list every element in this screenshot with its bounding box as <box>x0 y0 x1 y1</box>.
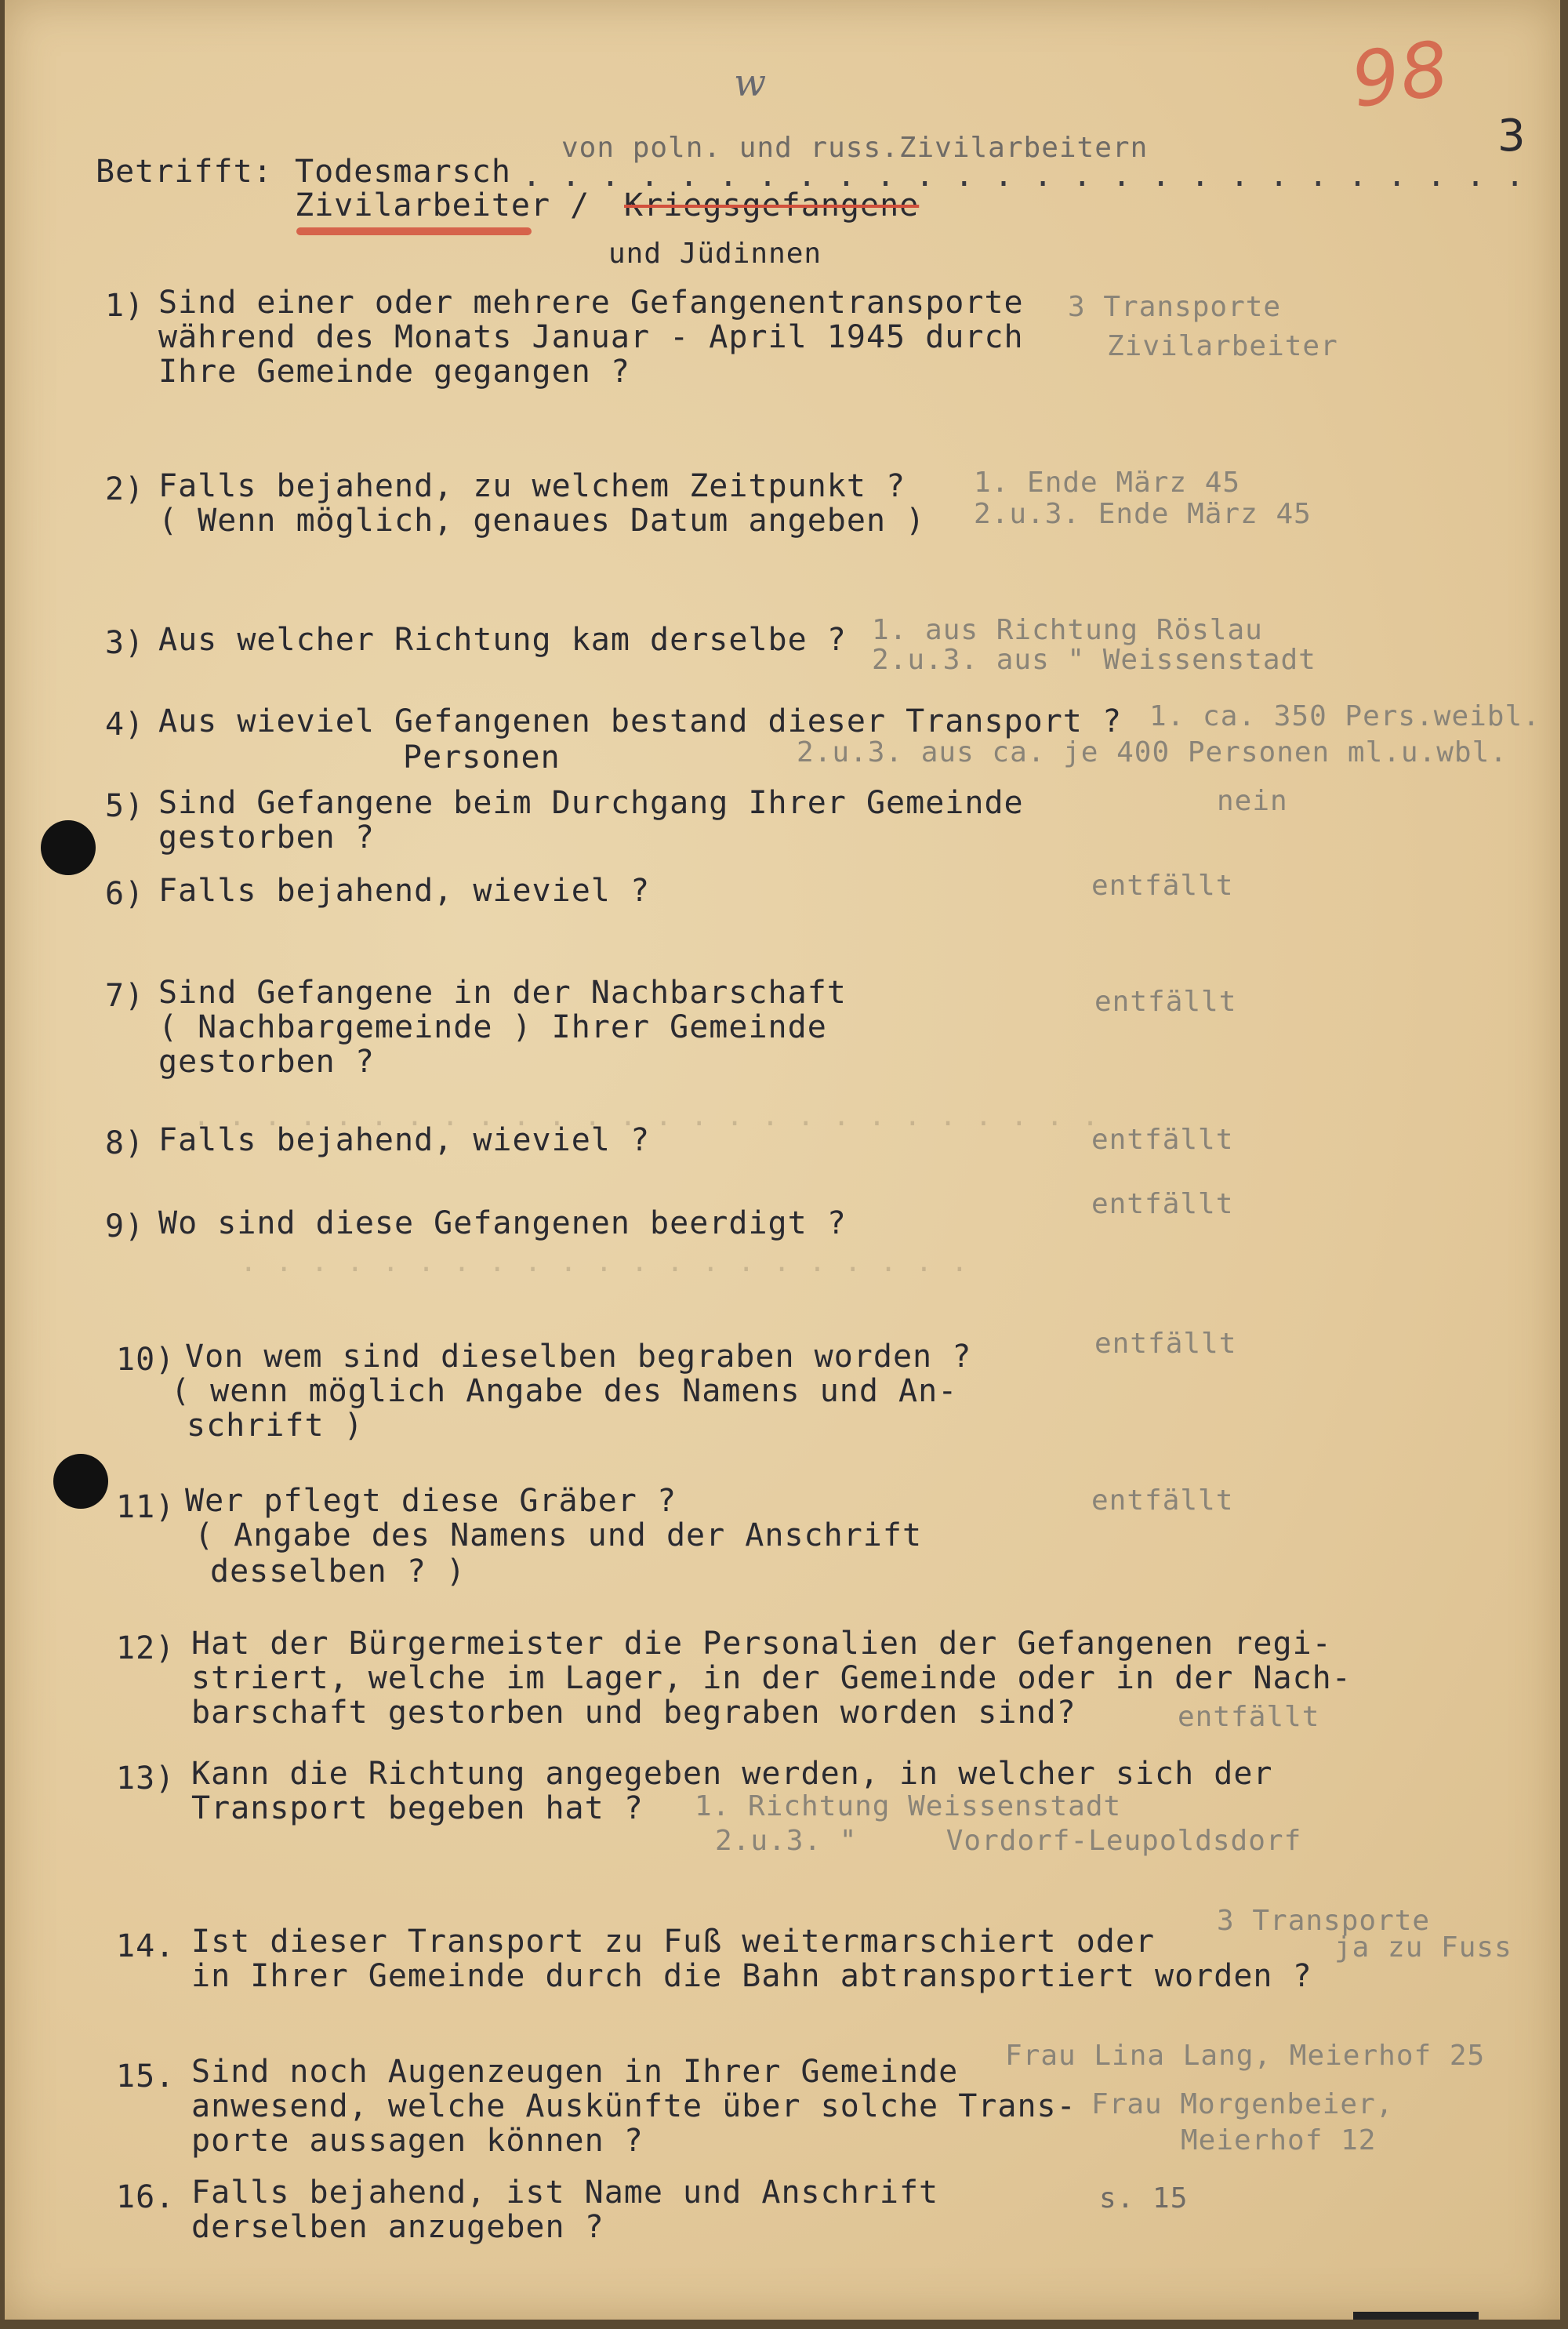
document-page <box>5 0 1560 2320</box>
bottom-edge-mark <box>1353 2312 1479 2320</box>
subject-dots: . . . . . . . . . . . . . . . . . . . . . . . . . . <box>522 158 1526 194</box>
question-line: Falls bejahend, ist Name und Anschrift <box>191 2175 939 2211</box>
page-number: 3 <box>1497 111 1526 162</box>
question-line: Falls bejahend, wieviel ? <box>158 873 651 909</box>
answer-line: ja zu Fuss <box>1334 1931 1512 1964</box>
answer-line: entfällt <box>1178 1701 1320 1733</box>
question-line: ( Wenn möglich, genaues Datum angeben ) <box>158 503 926 539</box>
red-underline <box>296 227 532 235</box>
question-number: 8) <box>105 1125 145 1161</box>
question-line: ( wenn möglich Angabe des Namens und An- <box>171 1373 958 1409</box>
question-number: 2) <box>105 471 145 507</box>
question-line: Sind einer oder mehrere Gefangenentransporte <box>158 285 1024 321</box>
question-line: in Ihrer Gemeinde durch die Bahn abtransportiert worden ? <box>191 1958 1312 1994</box>
question-number: 11) <box>116 1489 176 1525</box>
answer-line: Frau Lina Lang, Meierhof 25 <box>1005 2040 1486 2072</box>
subject-insert: von poln. und russ.Zivilarbeitern <box>561 132 1149 164</box>
question-line: Falls bejahend, zu welchem Zeitpunkt ? <box>158 468 906 504</box>
question-line: Personen <box>403 739 561 776</box>
question-line: ( Angabe des Namens und der Anschrift <box>194 1517 923 1553</box>
question-line: gestorben ? <box>158 1044 375 1080</box>
question-line: Sind Gefangene beim Durchgang Ihrer Gemeinde <box>158 785 1024 821</box>
answer-line: Frau Morgenbeier, <box>1091 2088 1394 2120</box>
question-line: Transport begeben hat ? <box>191 1790 644 1826</box>
question-line: Wo sind diese Gefangenen beerdigt ? <box>158 1205 847 1241</box>
punch-hole <box>41 820 96 875</box>
question-number: 15. <box>116 2058 176 2095</box>
question-line: anwesend, welche Auskünfte über solche Trans- <box>191 2088 1076 2124</box>
question-number: 10) <box>116 1342 176 1378</box>
answer-line: Zivilarbeiter <box>1107 330 1338 362</box>
pencil-mark: w <box>734 61 768 105</box>
question-number: 7) <box>105 978 145 1014</box>
question-line: Hat der Bürgermeister die Personalien der Gefangenen regi- <box>191 1626 1332 1662</box>
question-number: 5) <box>105 788 145 824</box>
question-number: 3) <box>105 625 145 661</box>
answer-line: 1. aus Richtung Röslau <box>872 614 1263 646</box>
question-line: Sind noch Augenzeugen in Ihrer Gemeinde <box>191 2054 959 2090</box>
question-line: striert, welche im Lager, in der Gemeinde oder in der Nach- <box>191 1660 1352 1696</box>
question-line: barschaft gestorben und begraben worden sind? <box>191 1695 1076 1731</box>
question-line: Falls bejahend, wieviel ? <box>158 1122 651 1158</box>
answer-line: s. 15 <box>1099 2182 1189 2215</box>
question-number: 1) <box>105 288 145 324</box>
subject-line3: und Jüdinnen <box>608 238 822 270</box>
answer-line: Meierhof 12 <box>1181 2124 1377 2156</box>
question-line: Aus wieviel Gefangenen bestand dieser Transport ? <box>158 703 1123 739</box>
question-number: 12) <box>116 1630 176 1666</box>
question-line: Kann die Richtung angegeben werden, in welcher sich der <box>191 1756 1273 1792</box>
subject-line2-a: Zivilarbeiter / <box>295 187 590 223</box>
question-line: Von wem sind dieselben begraben worden ? <box>185 1339 972 1375</box>
answer-line: entfällt <box>1094 986 1237 1018</box>
bleed-through-text: . . . . . . . . . . . . . . . . . . . . . <box>240 1246 969 1278</box>
subject-title: Todesmarsch <box>295 154 511 190</box>
question-number: 6) <box>105 876 145 912</box>
question-line: derselben anzugeben ? <box>191 2209 604 2245</box>
answer-line: 2.u.3. Ende März 45 <box>974 498 1312 530</box>
answer-line: 2.u.3. " Vordorf-Leupoldsdorf <box>715 1825 1302 1857</box>
answer-line: 1. Ende März 45 <box>974 467 1241 499</box>
subject-label: Betrifft: <box>96 154 273 190</box>
question-number: 13) <box>116 1760 176 1797</box>
answer-line: 2.u.3. aus ca. je 400 Personen ml.u.wbl. <box>797 736 1508 768</box>
question-number: 4) <box>105 707 145 743</box>
answer-line: 3 Transporte <box>1217 1905 1431 1937</box>
answer-line: 2.u.3. aus " Weissenstadt <box>872 644 1316 676</box>
answer-line: entfällt <box>1094 1328 1237 1360</box>
question-line: Sind Gefangene in der Nachbarschaft <box>158 975 847 1011</box>
answer-line: entfällt <box>1091 1188 1234 1220</box>
question-line: während des Monats Januar - April 1945 durch <box>158 319 1024 355</box>
answer-line: 1. ca. 350 Pers.weibl. <box>1149 700 1541 732</box>
answer-line: 3 Transporte <box>1068 291 1282 323</box>
question-number: 9) <box>105 1208 145 1244</box>
question-line: Wer pflegt diese Gräber ? <box>185 1483 677 1519</box>
answer-line: nein <box>1217 785 1288 817</box>
question-line: schrift ) <box>187 1408 364 1444</box>
bleed-through-text: . . . . . . . . . . . . . . . . . . . . . . . . . . <box>193 1100 1100 1132</box>
question-number: 14. <box>116 1928 176 1964</box>
question-line: ( Nachbargemeinde ) Ihrer Gemeinde <box>158 1009 827 1045</box>
punch-hole <box>53 1454 108 1509</box>
red-page-mark: 98 <box>1345 24 1455 125</box>
question-line: Aus welcher Richtung kam derselbe ? <box>158 622 847 658</box>
question-line: Ist dieser Transport zu Fuß weitermarschiert oder <box>191 1924 1156 1960</box>
question-line: desselben ? ) <box>210 1553 466 1590</box>
answer-line: entfällt <box>1091 870 1234 902</box>
question-number: 16. <box>116 2179 176 2215</box>
question-line: gestorben ? <box>158 819 375 856</box>
answer-line: entfällt <box>1091 1124 1234 1156</box>
question-line: porte aussagen können ? <box>191 2123 644 2159</box>
subject-line2-struck: Kriegsgefangene <box>624 187 920 223</box>
answer-line: 1. Richtung Weissenstadt <box>695 1790 1122 1822</box>
question-line: Ihre Gemeinde gegangen ? <box>158 354 630 390</box>
answer-line: entfällt <box>1091 1484 1234 1517</box>
